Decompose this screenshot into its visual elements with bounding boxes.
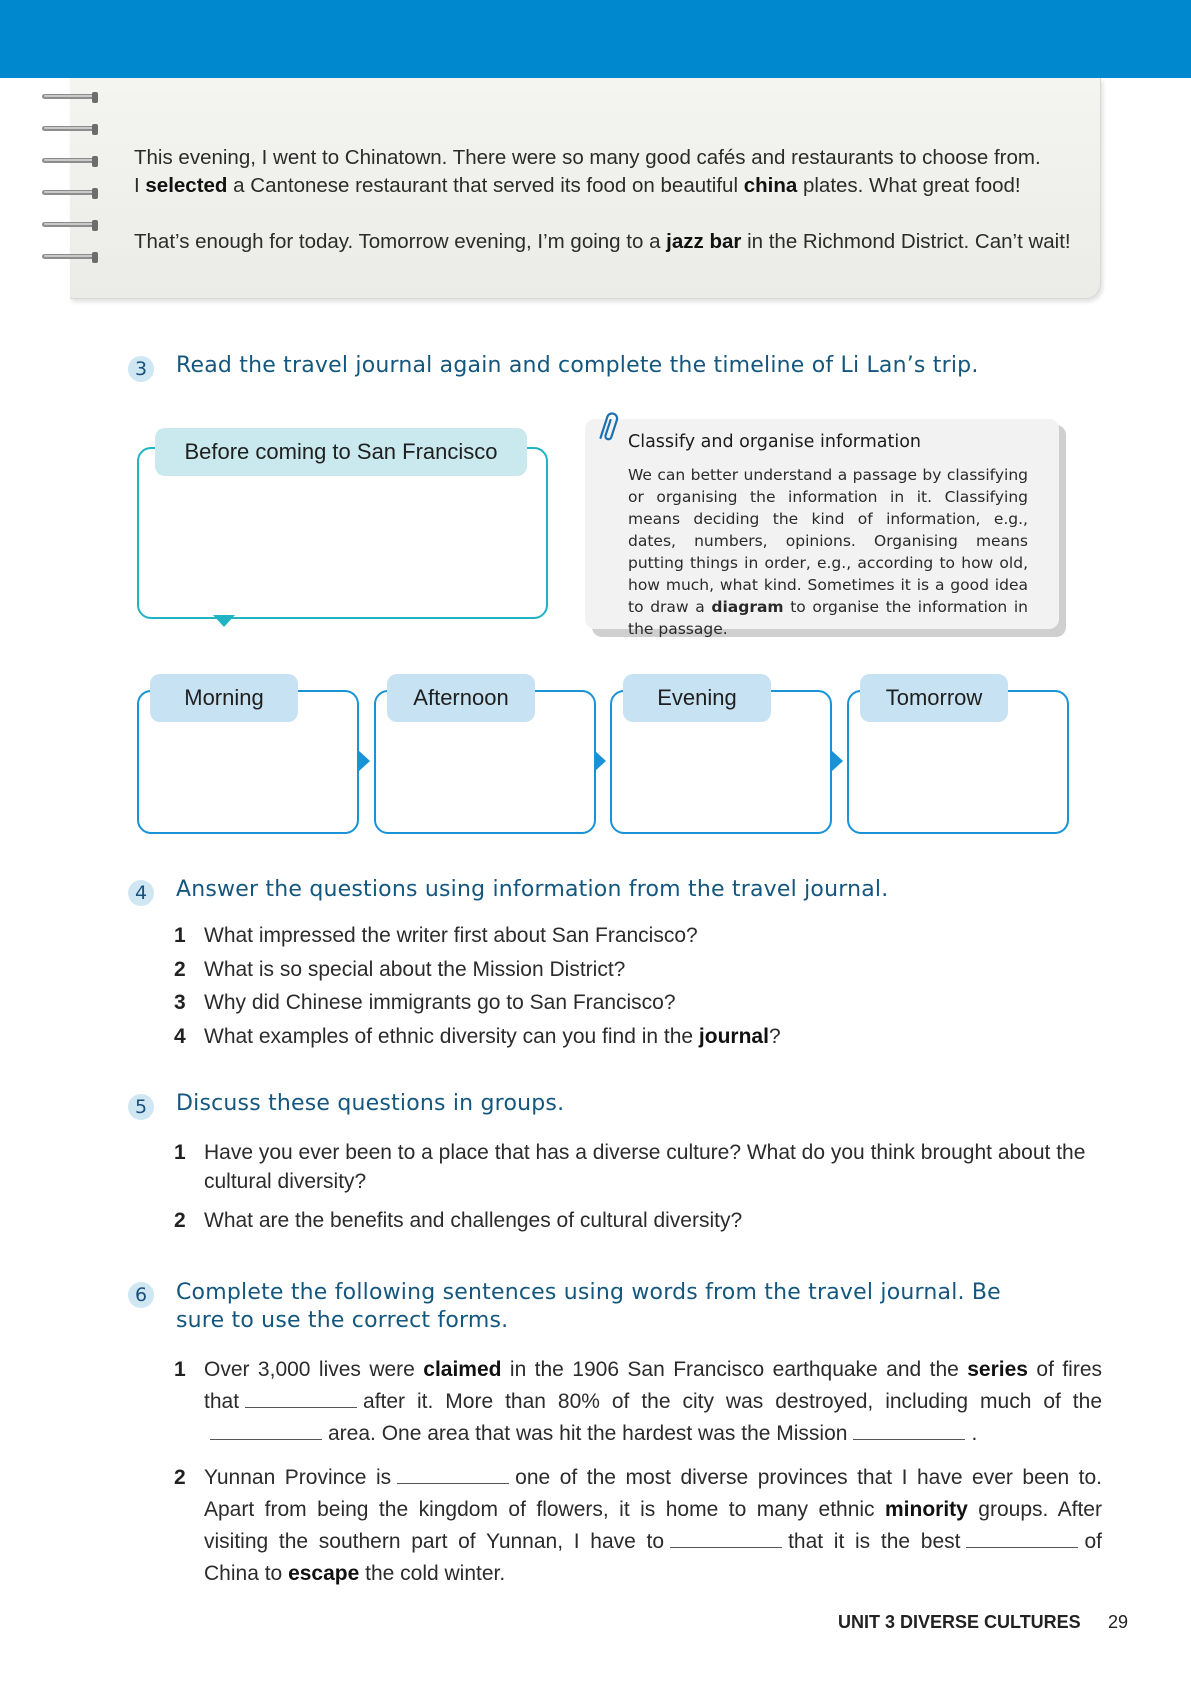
journal-line: This evening, I went to Chinatown. There were so many good cafés and restaurants to choose from. xyxy=(134,146,1041,169)
keyword: claimed xyxy=(423,1358,502,1381)
timeline-label: Tomorrow xyxy=(860,674,1008,722)
before-label: Before coming to San Francisco xyxy=(155,428,527,476)
spiral-binding-icon xyxy=(42,92,102,282)
answer-blank[interactable] xyxy=(670,1527,782,1548)
keyword: jazz bar xyxy=(666,230,742,253)
paperclip-icon xyxy=(596,410,622,446)
right-arrow-icon xyxy=(831,750,843,772)
right-arrow-icon xyxy=(594,750,606,772)
answer-blank[interactable] xyxy=(397,1463,509,1484)
keyword: journal xyxy=(698,1025,769,1048)
answer-blank[interactable] xyxy=(853,1419,965,1440)
section-title: Answer the questions using information from the travel journal. xyxy=(176,877,889,902)
answer-blank[interactable] xyxy=(245,1387,357,1408)
tip-body: We can better understand a passage by classifying or organising the information in it. Classifying means deciding the kind of information, e.g., dates, numbers, opinions. Organising means putting things in order, e.g., according to how old, how much, what kind. Sometimes it is a good idea to draw a diagram to organise the information in the passage. xyxy=(628,466,1028,638)
journal-paragraph-1 xyxy=(134,144,1084,200)
unit-title: UNIT 3 DIVERSE CULTURES xyxy=(838,1612,1081,1632)
answer-blank[interactable] xyxy=(210,1419,322,1440)
section-title: Complete the following sentences using words from the travel journal. Be sure to use the correct forms. xyxy=(176,1280,1001,1333)
tip-title: Classify and organise information xyxy=(628,432,921,452)
journal-line: I selected a Cantonese restaurant that served its food on beautiful china plates. What great food! xyxy=(134,174,1021,197)
right-arrow-icon xyxy=(358,750,370,772)
page-number: 29 xyxy=(1108,1612,1129,1632)
answer-blank[interactable] xyxy=(966,1527,1078,1548)
keyword: selected xyxy=(145,174,228,197)
keyword: diagram xyxy=(711,598,784,616)
timeline-label: Evening xyxy=(623,674,771,722)
timeline-label: Afternoon xyxy=(387,674,535,722)
keyword: china xyxy=(743,174,798,197)
keyword: minority xyxy=(885,1498,968,1521)
timeline-label: Morning xyxy=(150,674,298,722)
keyword: escape xyxy=(288,1562,360,1585)
section-number: 6 xyxy=(128,1282,154,1308)
down-arrow-icon xyxy=(213,615,235,627)
section-number: 5 xyxy=(128,1094,154,1120)
section-number: 3 xyxy=(128,356,154,382)
section-title: Discuss these questions in groups. xyxy=(176,1091,565,1116)
section-number: 4 xyxy=(128,880,154,906)
journal-paragraph-2: That’s enough for today. Tomorrow evening, I’m going to a jazz bar in the Richmond District. Can’t wait! xyxy=(134,230,1071,253)
top-banner xyxy=(0,0,1191,78)
section-title: Read the travel journal again and complete the timeline of Li Lan’s trip. xyxy=(176,353,979,378)
keyword: series xyxy=(967,1358,1028,1381)
